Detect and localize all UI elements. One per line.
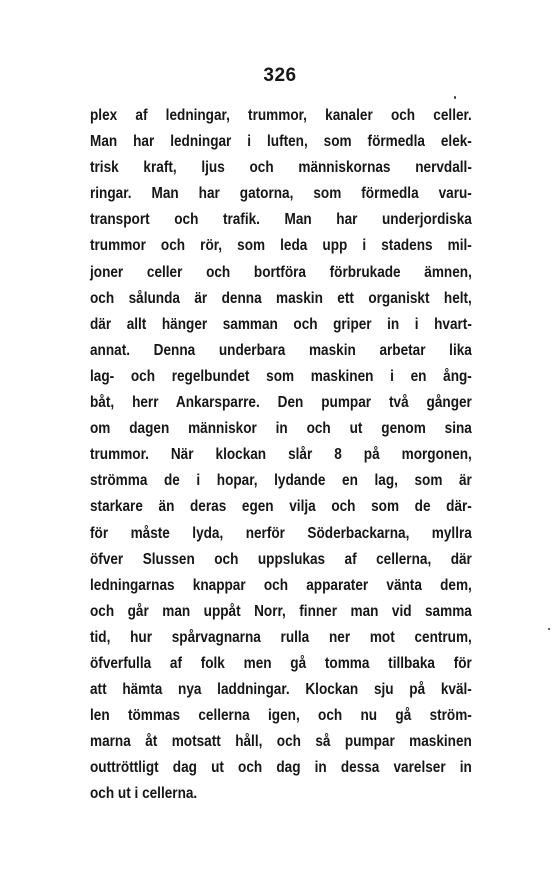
text-line: för måste lyda, nerför Söderbackarna, myllra [90,524,472,542]
text-line: och ut i cellerna. [90,785,198,803]
text-line: öfverfulla af folk men gå tomma tillbaka för [90,654,472,672]
text-line: ringar. Man har gatorna, som förmedla varu- [90,185,472,203]
text-line: öfver Slussen och uppslukas af cellerna, där [90,550,472,568]
text-line: lag- och regelbundet som maskinen i en ång- [90,367,472,385]
text-line: starkare än deras egen vilja och som de där- [90,498,472,516]
text-line: trisk kraft, ljus och människornas nervdall- [90,159,472,177]
text-line: joner celler och bortföra förbrukade ämnen, [90,263,472,281]
text-line: outtröttligt dag ut och dag in dessa varelser in [90,759,472,777]
text-line: transport och trafik. Man har underjordiska [90,211,472,229]
text-line: ledningarnas knappar och apparater vänta dem, [90,576,472,594]
print-speck [454,96,456,99]
text-line: strömma de i hopar, lydande en lag, som är [90,472,472,490]
text-line: trummor och rör, som leda upp i stadens mil- [90,237,472,255]
text-line: och går man uppåt Norr, finner man vid samma [90,602,472,620]
text-line: annat. Denna underbara maskin arbetar lika [90,341,472,359]
text-line: marna åt motsatt håll, och så pumpar maskinen [90,733,472,751]
text-line: att hämta nya laddningar. Klockan sju på kväl- [90,681,472,699]
text-line: len tömmas cellerna igen, och nu gå ström- [90,707,472,725]
text-line: plex af ledningar, trummor, kanaler och celler. [90,107,472,124]
text-line: Man har ledningar i luften, som förmedla elek- [90,133,472,151]
text-line: om dagen människor in och ut genom sina [90,420,472,438]
text-line: där allt hänger samman och griper in i hvart- [90,315,472,333]
text-line: båt, herr Ankarsparre. Den pumpar två gånger [90,394,472,412]
body-text [90,103,472,808]
print-speck [548,628,550,630]
text-line: och sålunda är denna maskin ett organiskt helt, [90,289,472,307]
page-number: 326 [263,65,297,86]
text-line: tid, hur spårvagnarna rulla ner mot centrum, [90,628,472,646]
text-line: trummor. När klockan slår 8 på morgonen, [90,446,472,464]
